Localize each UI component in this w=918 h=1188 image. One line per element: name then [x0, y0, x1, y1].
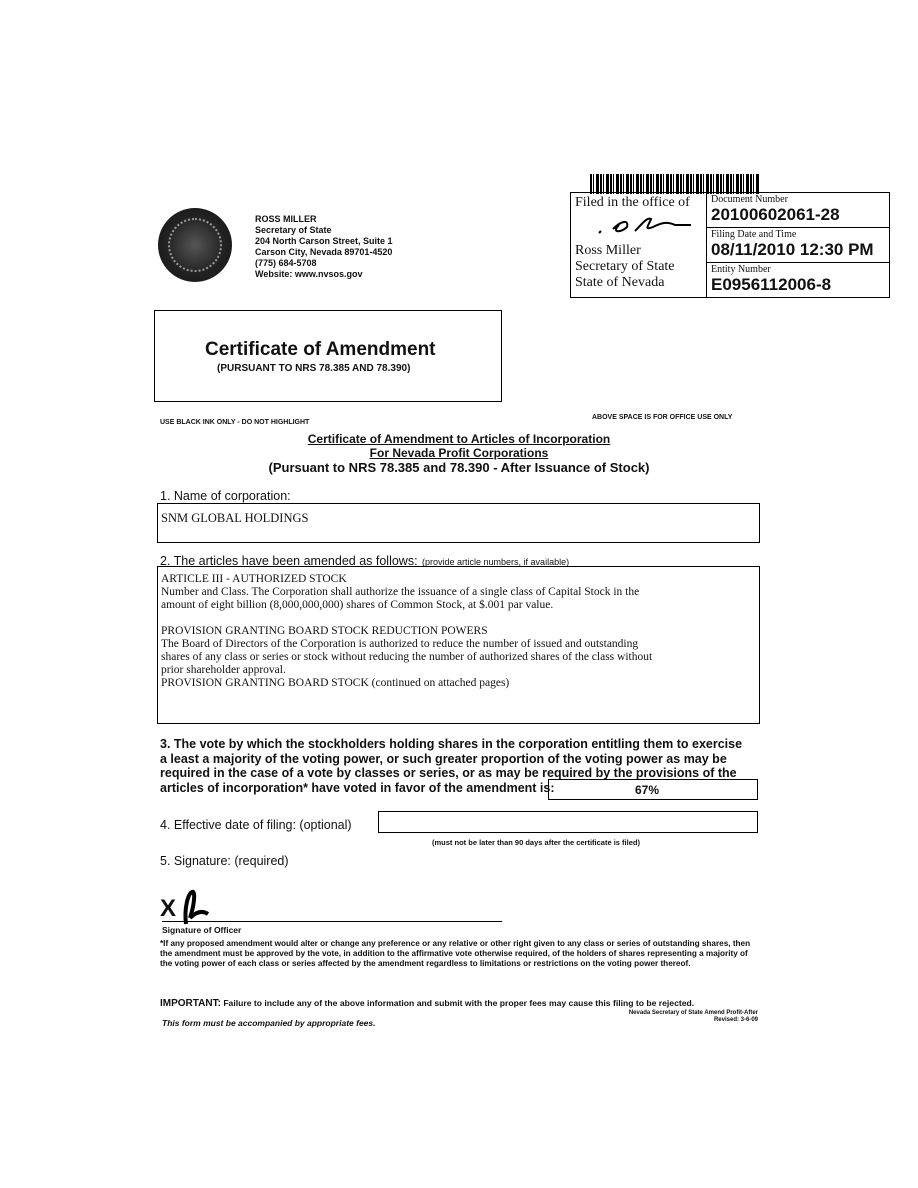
- fees-note: This form must be accompanied by appropriate fees.: [162, 1018, 376, 1028]
- footnote: *If any proposed amendment would alter or change any preference or any relative or other right given to any class or series of outstanding shares, then the amendment must be approved by the vote, in addition to the affirmative vote otherwise required, of the holders of shares representing a majority of the voting power of each class or series affected by the amendment regardless to limitations or restrictions on the voting power thereof.: [160, 939, 751, 968]
- section2-hint: (provide article numbers, if available): [422, 557, 570, 567]
- office-use-note: ABOVE SPACE IS FOR OFFICE USE ONLY: [592, 414, 733, 421]
- entity-number-cell: [707, 263, 889, 297]
- official-title: Secretary of State: [575, 259, 675, 274]
- certificate-title-box: [154, 310, 502, 402]
- section5-label: 5. Signature: (required): [160, 854, 289, 868]
- state-seal: [158, 208, 232, 282]
- form-heading-line1: Certificate of Amendment to Articles of Incorporation: [307, 432, 611, 446]
- amendment-text: [161, 573, 652, 690]
- amendment-line: shares of any class or series or stock without reducing the number of authorized shares of the class without: [161, 651, 653, 663]
- section3-line: a least a majority of the voting power, or such greater proportion of the voting power as may be: [160, 751, 727, 766]
- amendment-line: PROVISION GRANTING BOARD STOCK (continued on attached pages): [161, 677, 510, 689]
- official-state: State of Nevada: [575, 275, 665, 290]
- important-text: Failure to include any of the above information and submit with the proper fees may cause this filing to be rejected.: [223, 998, 695, 1008]
- officer-signature: [178, 888, 218, 928]
- filing-stamp: [570, 192, 890, 298]
- amendment-line: amount of eight billion (8,000,000,000) shares of Common Stock, at $.001 par value.: [161, 599, 554, 611]
- corporation-name-value: SNM GLOBAL HOLDINGS: [161, 511, 309, 525]
- filing-numbers: [707, 193, 889, 297]
- filing-date-cell: [707, 228, 889, 263]
- office-website: Website: www.nvsos.gov: [255, 269, 363, 279]
- amendment-text-field[interactable]: [157, 566, 760, 724]
- office-name: ROSS MILLER: [255, 214, 317, 224]
- filed-office: [571, 193, 707, 297]
- section4-note: (must not be later than 90 days after the certificate is filed): [432, 838, 640, 847]
- filing-date: 08/11/2010 12:30 PM: [711, 240, 874, 259]
- form-id-line1: Nevada Secretary of State Amend Profit-After: [628, 1010, 758, 1016]
- certificate-title: Certificate of Amendment: [205, 339, 436, 360]
- signature-line: [162, 921, 502, 922]
- amendment-line: The Board of Directors of the Corporation is authorized to reduce the number of issued and outstanding: [161, 638, 639, 650]
- amendment-line: [161, 612, 652, 625]
- amendment-line: Number and Class. The Corporation shall authorize the issuance of a single class of Capital Stock in the: [161, 586, 640, 598]
- vote-percentage-field[interactable]: [548, 779, 758, 800]
- official-signature: [591, 213, 701, 239]
- signature-label: Signature of Officer: [162, 925, 242, 935]
- important-note: [160, 998, 694, 1009]
- entity-number-label: Entity Number: [711, 264, 771, 275]
- office-street: 204 North Carson Street, Suite 1: [255, 236, 393, 246]
- document-number: 20100602061-28: [711, 205, 840, 224]
- corporation-name-field[interactable]: [157, 503, 760, 543]
- official-name: Ross Miller: [575, 243, 641, 258]
- office-address: [255, 214, 393, 280]
- amendment-line: PROVISION GRANTING BOARD STOCK REDUCTION POWERS: [161, 625, 488, 637]
- barcode: [590, 174, 760, 194]
- office-title: Secretary of State: [255, 225, 332, 235]
- form-heading-line3: (Pursuant to NRS 78.385 and 78.390 - After Issuance of Stock): [268, 460, 650, 475]
- filed-in-label: Filed in the office of: [575, 195, 690, 210]
- section2-label-text: 2. The articles have been amended as follows:: [160, 554, 418, 568]
- important-lead: IMPORTANT:: [160, 998, 221, 1009]
- effective-date-field[interactable]: [378, 811, 758, 833]
- certificate-subtitle: (PURSUANT TO NRS 78.385 AND 78.390): [217, 363, 411, 374]
- section1-label: 1. Name of corporation:: [160, 489, 291, 503]
- form-heading-line2: For Nevada Profit Corporations: [369, 446, 549, 460]
- section3-line: articles of incorporation* have voted in favor of the amendment is:: [160, 780, 555, 795]
- ink-note: USE BLACK INK ONLY - DO NOT HIGHLIGHT: [160, 419, 310, 426]
- amendment-line: prior shareholder approval.: [161, 664, 286, 676]
- section4-label: 4. Effective date of filing: (optional): [160, 818, 352, 832]
- filing-date-label: Filing Date and Time: [711, 229, 797, 240]
- office-phone: (775) 684-5708: [255, 258, 317, 268]
- document-number-cell: [707, 193, 889, 228]
- amendment-line: ARTICLE III - AUTHORIZED STOCK: [161, 573, 347, 585]
- form-heading: [0, 432, 918, 475]
- signature-x-mark: X: [160, 895, 177, 922]
- document-number-label: Document Number: [711, 194, 788, 205]
- section3-line: 3. The vote by which the stockholders holding shares in the corporation entitling them to exercise: [160, 737, 743, 751]
- office-city: Carson City, Nevada 89701-4520: [255, 247, 393, 257]
- vote-percentage-value: 67%: [635, 783, 660, 797]
- entity-number: E0956112006-8: [711, 275, 832, 294]
- form-id: [540, 1010, 758, 1024]
- section3-line: required in the case of a vote by classes or series, or as may be required by the provisions of the: [160, 766, 737, 780]
- form-id-line2: Revised: 3-6-09: [713, 1017, 758, 1023]
